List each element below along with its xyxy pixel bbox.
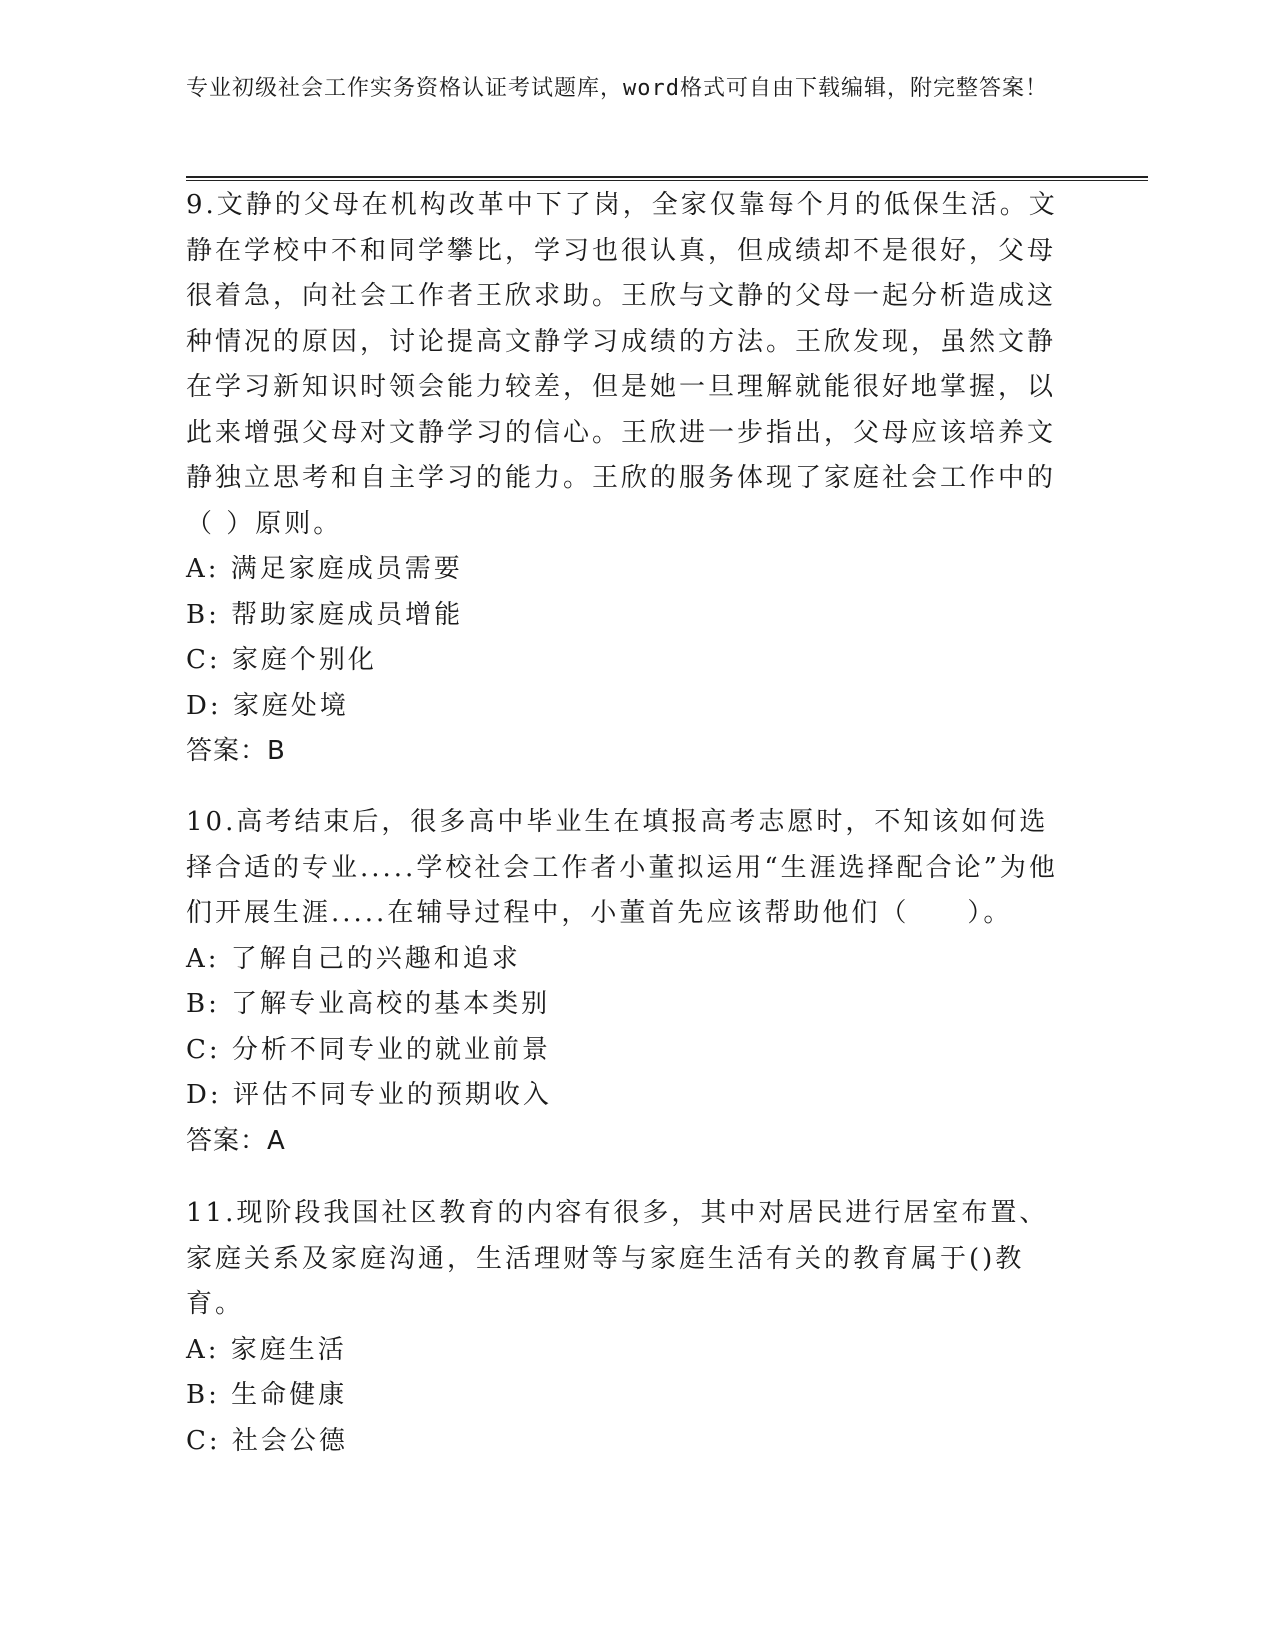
header-divider (186, 176, 1148, 181)
question-stem: 10.高考结束后，很多高中毕业生在填报高考志愿时，不知该如何选择合适的专业.....学校社会工作者小董拟运用“生涯选择配合论”为他们开展生涯.....在辅导过程中，小董首先应该帮助他们（ ）。 (186, 807, 1058, 928)
option-a: A: 满足家庭成员需要 (186, 554, 463, 584)
question-stem: 11.现阶段我国社区教育的内容有很多，其中对居民进行居室布置、家庭关系及家庭沟通，生活理财等与家庭生活有关的教育属于()教育。 (186, 1198, 1049, 1319)
question-11 (186, 1191, 1066, 1464)
question-stem: 9.文静的父母在机构改革中下了岗，全家仅靠每个月的低保生活。文静在学校中不和同学攀比，学习也很认真，但成绩却不是很好，父母很着急，向社会工作者王欣求助。王欣与文静的父母一起分析造成这种情况的原因，讨论提高文静学习成绩的方法。王欣发现，虽然文静在学习新知识时领会能力较差，但是她一旦理解就能很好地掌握，以此来增强父母对文静学习的信心。王欣进一步指出，父母应该培养文静独立思考和自主学习的能力。王欣的服务体现了家庭社会工作中的（ ）原则。 (186, 190, 1058, 539)
option-b: B: 帮助家庭成员增能 (186, 599, 464, 630)
option-a: A: 了解自己的兴趣和追求 (186, 943, 521, 974)
question-10 (186, 800, 1066, 1164)
option-d: D: 家庭处境 (186, 690, 349, 721)
answer-text: 答案：A (186, 1125, 286, 1156)
answer-text: 答案：B (186, 736, 286, 766)
page-header-text: 专业初级社会工作实务资格认证考试题库，word格式可自由下载编辑，附完整答案！ (186, 76, 1048, 101)
option-c: C: 社会公德 (186, 1425, 348, 1456)
option-d: D: 评估不同专业的预期收入 (186, 1080, 552, 1110)
option-c: C: 分析不同专业的就业前景 (186, 1034, 551, 1065)
option-a: A: 家庭生活 (186, 1334, 347, 1365)
question-9 (186, 183, 1066, 775)
option-b: B: 了解专业高校的基本类别 (186, 989, 551, 1019)
option-c: C: 家庭个别化 (186, 645, 377, 675)
option-b: B: 生命健康 (186, 1380, 348, 1410)
